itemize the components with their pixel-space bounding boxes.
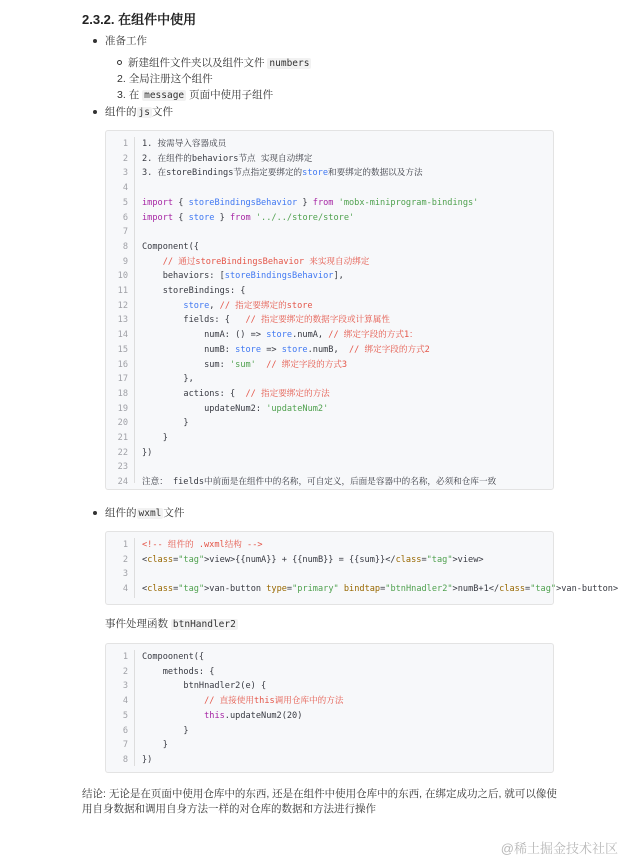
line-number: 15 <box>117 344 128 355</box>
code-line <box>106 416 553 431</box>
inline-code-message: message <box>144 90 185 101</box>
bullet-dot <box>93 110 97 114</box>
code-line <box>106 387 553 402</box>
code-line <box>106 650 553 665</box>
code-text: 1. 按需导入容器成员 <box>142 139 227 149</box>
line-number: 12 <box>117 300 128 311</box>
code-line <box>106 460 553 475</box>
code-line <box>106 372 553 387</box>
conclusion-line-2: 用自身数据和调用自身方法一样的对仓库的数据和方法进行操作 <box>82 803 376 815</box>
line-number: 10 <box>117 271 128 282</box>
line-number: 6 <box>122 212 128 223</box>
code-text: actions: { // 指定要绑定的方法 <box>142 388 330 399</box>
code-line <box>106 181 553 196</box>
code-line <box>106 225 553 240</box>
line-number: 1 <box>122 540 128 550</box>
line-number: 24 <box>117 477 128 488</box>
code-line <box>106 538 553 553</box>
line-number: 16 <box>117 359 128 370</box>
code-line <box>106 343 553 358</box>
code-line <box>106 152 553 167</box>
code-line <box>106 709 553 724</box>
code-line <box>106 694 553 709</box>
line-number: 21 <box>117 433 128 443</box>
code-text: // 直接使用this调用仓库中的方法 <box>204 696 344 707</box>
code-text: <class="tag">van-button type="primary" bindtap="btnHnadler2">numB+1</class="tag">van-button> <box>142 584 619 595</box>
code-text: }) <box>142 754 153 765</box>
handler-section-label <box>105 617 238 632</box>
inline-code-btnhandler2: btnHandler2 <box>172 619 236 630</box>
line-number: 3 <box>122 168 128 179</box>
js-code-block <box>105 130 554 490</box>
code-line <box>106 196 553 211</box>
code-text: store, // 指定要绑定的store <box>183 300 313 311</box>
section-heading: 2.3.2. 在组件中使用 <box>82 12 197 27</box>
js-section-label <box>105 105 173 120</box>
step3-text-b: 页面中使用子组件 <box>189 89 274 101</box>
code-text: numB: store => store.numB, // 绑定字段的方式2 <box>142 344 430 355</box>
code-text: }, <box>142 374 194 385</box>
inline-code-js: js <box>138 107 150 118</box>
code-line <box>106 328 553 343</box>
code-line <box>106 582 619 597</box>
prep-step-2 <box>117 72 213 86</box>
line-number: 22 <box>117 447 128 458</box>
line-number: 3 <box>122 569 128 580</box>
code-text: fields: { // 指定要绑定的数据字段或计算属性 <box>142 315 390 326</box>
line-number: 8 <box>122 754 128 765</box>
code-line <box>106 553 553 568</box>
line-number: 2 <box>122 554 128 565</box>
line-number: 6 <box>122 725 128 736</box>
code-text: btnHnadler2(e) { <box>142 681 267 692</box>
inline-code-wxml: wxml <box>138 508 162 519</box>
code-text: storeBindings: { <box>142 286 246 296</box>
code-text: methods: { <box>142 666 215 677</box>
line-number: 11 <box>117 286 128 296</box>
line-number: 5 <box>122 197 128 208</box>
line-number: 17 <box>117 374 128 385</box>
prep-step-3 <box>117 88 273 103</box>
code-text: import { store } from '../../store/store' <box>142 212 355 223</box>
line-number: 19 <box>117 403 128 414</box>
line-number: 1 <box>122 652 128 662</box>
code-text: } <box>142 433 168 443</box>
inline-code-numbers: numbers <box>269 58 310 69</box>
code-text: numA: () => store.numA, // 绑定字段的方式1： <box>142 330 418 341</box>
bullet-dot <box>93 39 97 43</box>
line-number: 7 <box>122 227 128 238</box>
wxml-label-a: 组件的 <box>105 507 137 519</box>
code-line <box>106 137 553 152</box>
code-line <box>106 358 553 373</box>
code-line <box>106 299 553 314</box>
line-number: 23 <box>117 462 128 473</box>
js-label-b: 文件 <box>151 106 173 118</box>
prep-label: 准备工作 <box>105 35 147 47</box>
line-number: 4 <box>122 696 128 707</box>
code-line <box>106 475 553 490</box>
code-text: <!-- 组件的 .wxml结构 --> <box>142 540 263 550</box>
conclusion-line-1: 结论: 无论是在页面中使用仓库中的东西, 还是在组件中使用仓库中的东西, 在绑定成功之后, 就可以像使 <box>82 788 557 800</box>
line-number: 20 <box>117 418 128 429</box>
line-number: 5 <box>122 710 128 721</box>
code-text: this.updateNum2(20) <box>204 710 303 721</box>
line-number: 14 <box>117 330 128 341</box>
code-text: updateNum2: 'updateNum2' <box>142 403 329 414</box>
circle-bullet <box>117 60 122 65</box>
handler-code-block <box>105 643 554 773</box>
code-text: // 通过storeBindingsBehavior 来实现自动绑定 <box>162 256 370 267</box>
code-line <box>106 402 553 417</box>
code-text: 3. 在storeBindings节点指定要绑定的store和要绑定的数据以及方法 <box>142 168 423 179</box>
code-text: } <box>142 740 168 751</box>
step1-text: 新建组件文件夹以及组件文件 <box>128 57 265 69</box>
code-line <box>106 567 553 582</box>
line-number: 9 <box>122 256 128 267</box>
step3-text-a: 在 <box>128 89 140 101</box>
code-text: 2. 在组件的behaviors节点 实现自动绑定 <box>142 153 313 164</box>
code-line <box>106 313 553 328</box>
code-line <box>106 240 553 255</box>
code-text: behaviors: [storeBindingsBehavior], <box>142 271 344 282</box>
code-line <box>106 284 553 299</box>
code-text: import { storeBindingsBehavior } from 'mobx-miniprogram-bindings' <box>142 197 479 208</box>
line-number: 13 <box>117 315 128 326</box>
line-number: 18 <box>117 388 128 399</box>
bullet-dot <box>93 511 97 515</box>
code-line <box>106 446 553 461</box>
line-number: 1 <box>122 139 128 149</box>
prep-step-1 <box>128 56 311 71</box>
code-line <box>106 211 553 226</box>
line-number: 4 <box>122 183 128 194</box>
code-text: Component({ <box>142 241 199 252</box>
code-text: <class="tag">view>{{numA}} + {{numB}} = {{sum}}</class="tag">view> <box>142 554 484 565</box>
code-text: sum: 'sum' // 绑定字段的方式3 <box>142 359 348 370</box>
code-line <box>106 679 553 694</box>
step2-number: 2. <box>117 73 126 85</box>
step2-text: 全局注册这个组件 <box>128 73 213 85</box>
step3-number: 3. <box>117 89 126 101</box>
wxml-section-label <box>105 506 184 521</box>
code-line <box>106 269 553 284</box>
line-number: 7 <box>122 740 128 751</box>
code-line <box>106 166 553 181</box>
line-number: 2 <box>122 666 128 677</box>
code-line <box>106 724 553 739</box>
handler-label: 事件处理函数 <box>105 618 168 630</box>
code-text: }) <box>142 447 153 458</box>
line-number: 3 <box>122 681 128 692</box>
line-number: 4 <box>122 584 128 595</box>
code-line <box>106 255 553 270</box>
code-line <box>106 665 553 680</box>
wxml-label-b: 文件 <box>163 507 185 519</box>
line-number: 2 <box>122 153 128 164</box>
watermark: @稀土掘金技术社区 <box>500 841 618 856</box>
code-line <box>106 431 553 446</box>
line-number: 8 <box>122 241 128 252</box>
code-line <box>106 738 553 753</box>
code-text: } <box>142 418 189 429</box>
code-line <box>106 753 553 768</box>
code-text: } <box>142 725 189 736</box>
code-text: Compoonent({ <box>142 652 205 662</box>
code-text: 注意： fields中前面是在组件中的名称，可自定义，后面是容器中的名称，必须和仓库一致 <box>142 477 497 488</box>
js-label-a: 组件的 <box>105 106 137 118</box>
wxml-code-block <box>105 531 619 605</box>
